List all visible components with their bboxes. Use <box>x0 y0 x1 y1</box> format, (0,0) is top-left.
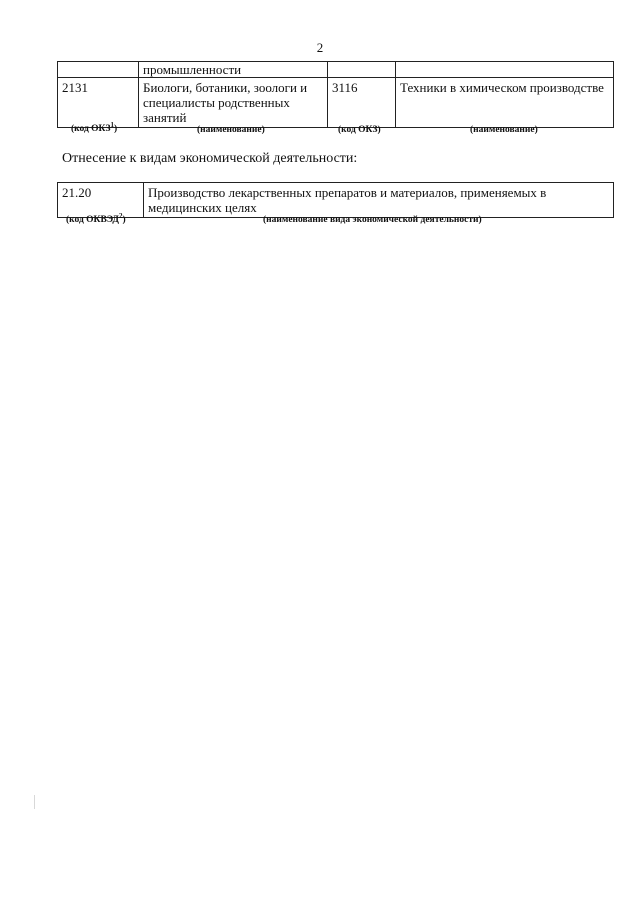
okved-name-caption: (наименование вида экономической деятельности) <box>263 215 482 225</box>
okz-row <box>58 78 614 128</box>
okz-name-caption: (наименование) <box>197 125 265 135</box>
okved-name-cell: Производство лекарственных препаратов и материалов, применяемых в медицинских целях <box>144 183 614 218</box>
okved-table <box>57 182 614 218</box>
okved-code-cell: 21.20 <box>58 183 144 218</box>
okz-code-caption: (код ОКЗ$^1$) <box>71 120 118 134</box>
okz-name-cell: промышленности <box>139 62 328 78</box>
footnote-mark: 2 <box>118 211 123 220</box>
okved-code-caption: (код ОКВЭД$^2$) <box>66 211 126 225</box>
okz-code-cell <box>58 62 139 78</box>
okz-continuation-row <box>58 62 614 78</box>
okz-name-cell <box>396 62 614 78</box>
okz-name-caption-second: (наименование) <box>470 125 538 135</box>
footnote-mark: 1 <box>110 120 114 129</box>
okz-code-cell <box>328 62 396 78</box>
okz-name-cell: Техники в химическом производстве <box>396 78 614 128</box>
okved-row <box>58 183 614 218</box>
okz-code-cell: 3116 <box>328 78 396 128</box>
scan-artifact <box>34 795 35 809</box>
okz-table <box>57 61 614 128</box>
page-number: 2 <box>316 40 324 55</box>
okz-name-cell: Биологи, ботаники, зоологи и специалисты родственных занятий <box>139 78 328 128</box>
okved-heading: Отнесение к видам экономической деятельности: <box>62 151 358 166</box>
okz-code-caption-second: (код ОКЗ) <box>338 125 381 135</box>
okz-code-cell: 2131 <box>58 78 139 128</box>
